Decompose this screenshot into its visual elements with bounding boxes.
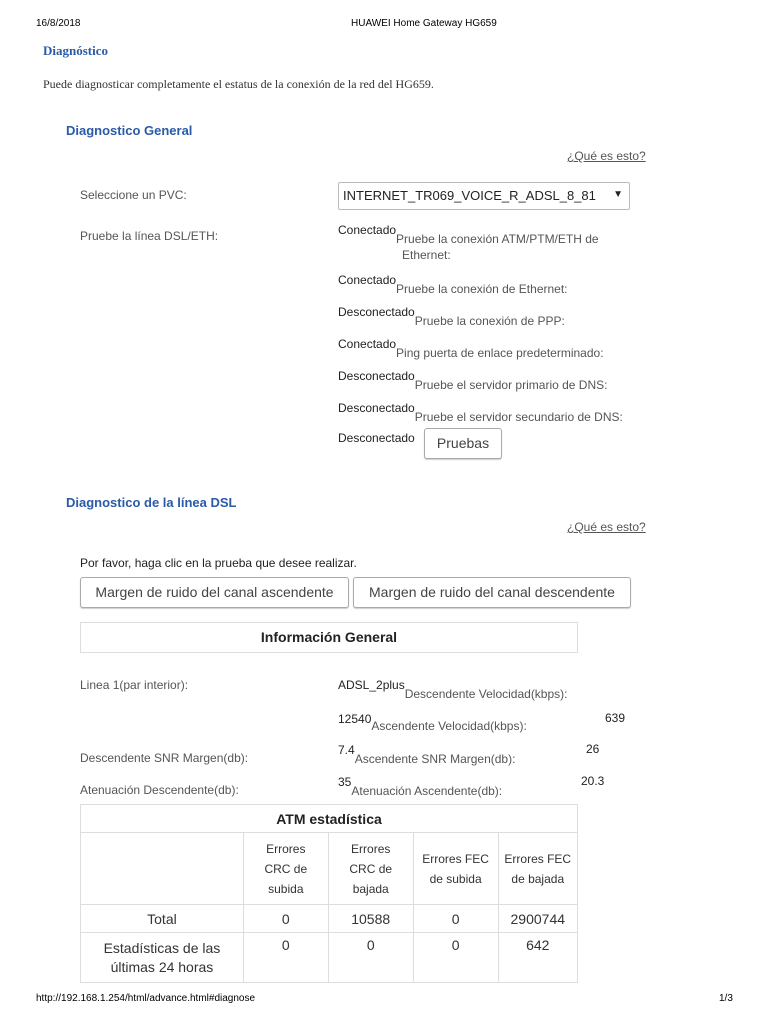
- test-label: Pruebe el servidor primario de DNS:: [414, 378, 608, 392]
- test-label: Ping puerta de enlace predeterminado:: [396, 346, 604, 360]
- line-mode-row: [338, 676, 568, 701]
- test-label: Pruebe la conexión de PPP:: [414, 314, 565, 328]
- row-label: Total: [81, 905, 244, 933]
- downstream-noise-button[interactable]: Margen de ruido del canal descendente: [353, 577, 631, 608]
- pvc-select-value: INTERNET_TR069_VOICE_R_ADSL_8_81: [343, 188, 596, 203]
- pvc-select[interactable]: [338, 182, 630, 210]
- table-row: [81, 933, 578, 983]
- test-status: Conectado: [338, 337, 397, 351]
- up-att-value: 20.3: [581, 774, 605, 788]
- down-speed-value: 12540: [338, 712, 372, 726]
- print-date: 16/8/2018: [36, 18, 81, 29]
- dsl-section-title: Diagnostico de la línea DSL: [66, 495, 237, 510]
- test-row: [338, 303, 565, 328]
- dsl-help-link[interactable]: ¿Qué es esto?: [567, 520, 646, 534]
- test-status: Desconectado: [338, 369, 415, 383]
- up-speed-value: 639: [605, 711, 626, 725]
- column-header: Errores FEC de subida: [413, 833, 498, 905]
- test-label: Pruebe la conexión ATM/PTM/ETH de: [396, 232, 599, 246]
- general-section-title: Diagnostico General: [66, 123, 193, 138]
- column-header: Errores CRC de subida: [243, 833, 328, 905]
- test-row: [338, 367, 608, 392]
- general-info-title: Información General: [260, 629, 398, 645]
- general-help-link[interactable]: ¿Qué es esto?: [567, 149, 646, 163]
- table-row: [81, 905, 578, 933]
- test-row: [338, 335, 604, 360]
- column-header: Errores CRC de bajada: [328, 833, 413, 905]
- run-tests-button[interactable]: Pruebas: [424, 428, 502, 459]
- test-row: [338, 221, 599, 246]
- pvc-label: Seleccione un PVC:: [80, 188, 187, 202]
- test-status: Desconectado: [338, 431, 415, 445]
- page-description: Puede diagnosticar completamente el estatus de la conexión de la red del HG659.: [43, 77, 434, 91]
- test-row: [338, 271, 568, 296]
- atm-header-row: [81, 833, 578, 905]
- empty-header-cell: [81, 833, 244, 905]
- upstream-noise-button[interactable]: Margen de ruido del canal ascendente: [80, 577, 349, 608]
- atm-stats-title: ATM estadística: [81, 805, 578, 833]
- cell-value: 0: [243, 905, 328, 933]
- down-snr-label: Descendente SNR Margen(db):: [80, 751, 249, 765]
- cell-value: 2900744: [498, 905, 577, 933]
- up-speed-label: Ascendente Velocidad(kbps):: [371, 719, 527, 733]
- snr-row: [338, 741, 516, 766]
- line-mode-value: ADSL_2plus: [338, 678, 405, 692]
- line-test-label: Pruebe la línea DSL/ETH:: [80, 229, 219, 243]
- speed-row: [338, 710, 527, 733]
- dsl-instruction: Por favor, haga clic en la prueba que desee realizar.: [80, 556, 357, 570]
- test-label-cont: Ethernet:: [402, 248, 451, 262]
- down-speed-label: Descendente Velocidad(kbps):: [404, 687, 568, 701]
- atm-stats-table: [80, 804, 578, 983]
- cell-value: 10588: [328, 905, 413, 933]
- cell-value: 642: [498, 933, 577, 983]
- up-snr-label: Ascendente SNR Margen(db):: [354, 752, 516, 766]
- line-mode-label: Linea 1(par interior):: [80, 678, 189, 692]
- test-status: Conectado: [338, 223, 397, 237]
- up-att-label: Atenuación Ascendente(db):: [351, 784, 503, 798]
- page-title: Diagnóstico: [43, 43, 108, 58]
- test-status: Desconectado: [338, 401, 415, 415]
- print-page-number: 1/3: [719, 993, 733, 1004]
- test-label: Pruebe el servidor secundario de DNS:: [414, 410, 623, 424]
- att-row: [338, 773, 503, 798]
- cell-value: 0: [413, 933, 498, 983]
- column-header: Errores FEC de bajada: [498, 833, 577, 905]
- cell-value: 0: [243, 933, 328, 983]
- down-snr-value: 7.4: [338, 743, 355, 757]
- dropdown-arrow-icon: ▼: [613, 189, 623, 200]
- test-status: Conectado: [338, 273, 397, 287]
- print-url: http://192.168.1.254/html/advance.html#diagnose: [36, 993, 256, 1004]
- down-att-label: Atenuación Descendente(db):: [80, 783, 239, 797]
- cell-value: 0: [413, 905, 498, 933]
- test-label: Pruebe la conexión de Ethernet:: [396, 282, 568, 296]
- print-title: HUAWEI Home Gateway HG659: [351, 18, 497, 29]
- test-row: [338, 399, 623, 424]
- down-att-value: 35: [338, 775, 352, 789]
- cell-value: 0: [328, 933, 413, 983]
- row-label: Estadísticas de las últimas 24 horas: [81, 933, 244, 983]
- up-snr-value: 26: [586, 742, 600, 756]
- test-status: Desconectado: [338, 305, 415, 319]
